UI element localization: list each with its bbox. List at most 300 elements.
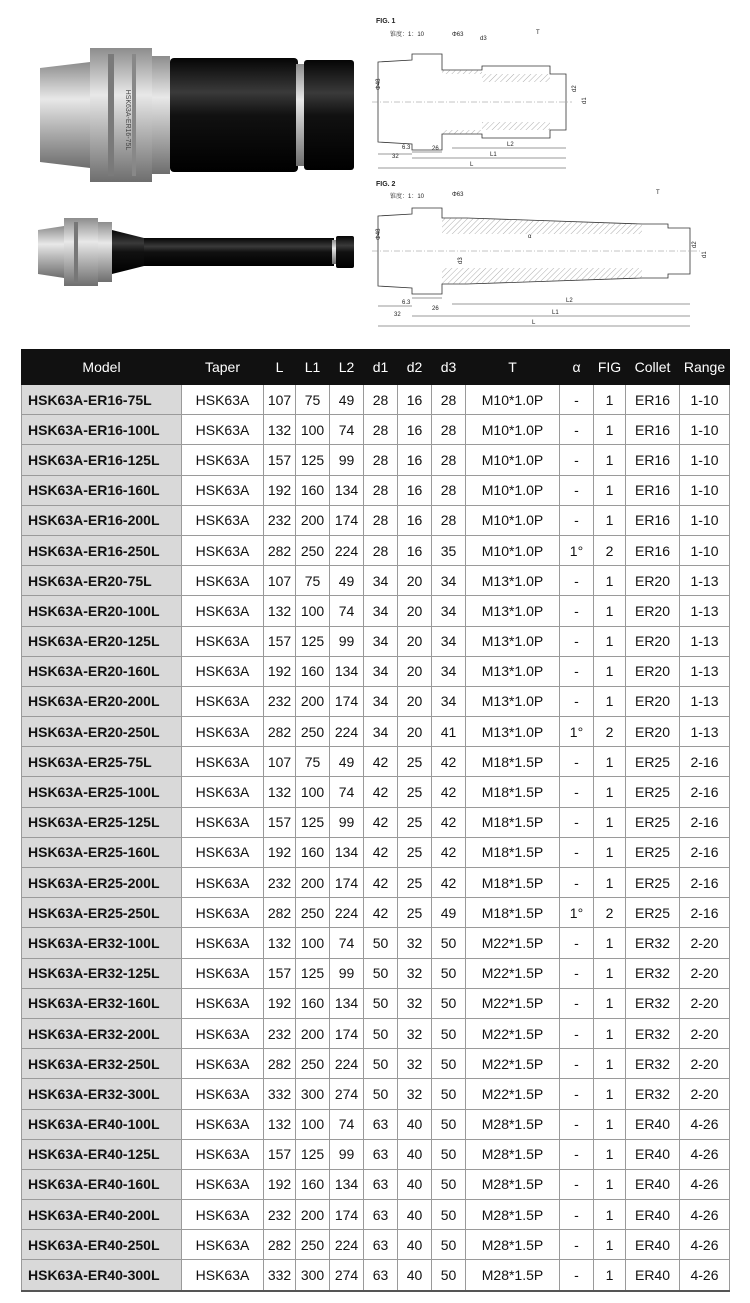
table-cell: 1 — [594, 686, 626, 716]
table-cell: 224 — [330, 898, 364, 928]
table-cell: 250 — [296, 1230, 330, 1260]
svg-text:d1: d1 — [582, 97, 588, 104]
table-cell: 16 — [398, 415, 432, 445]
table-cell: 28 — [432, 475, 466, 505]
table-cell: M13*1.0P — [466, 717, 560, 747]
table-cell: HSK63A — [182, 1169, 264, 1199]
table-cell: 192 — [264, 1169, 296, 1199]
table-cell: 300 — [296, 1079, 330, 1109]
table-cell: 49 — [330, 385, 364, 415]
table-cell: 1-10 — [680, 415, 730, 445]
table-cell: HSK63A — [182, 656, 264, 686]
table-cell: 34 — [364, 596, 398, 626]
table-cell: ER32 — [626, 928, 680, 958]
table-cell: 157 — [264, 958, 296, 988]
table-cell: 2-16 — [680, 837, 730, 867]
table-row — [22, 928, 730, 958]
table-cell: 107 — [264, 385, 296, 415]
table-cell: 99 — [330, 1139, 364, 1169]
table-cell: M28*1.5P — [466, 1109, 560, 1139]
table-cell: 200 — [296, 505, 330, 535]
svg-text:d2: d2 — [572, 85, 578, 92]
table-cell: HSK63A — [182, 1200, 264, 1230]
table-cell: HSK63A — [182, 717, 264, 747]
svg-text:L: L — [532, 320, 536, 326]
table-cell: M13*1.0P — [466, 626, 560, 656]
table-cell: 1° — [560, 898, 594, 928]
table-row — [22, 656, 730, 686]
table-cell: 42 — [364, 747, 398, 777]
table-cell: 34 — [432, 656, 466, 686]
table-cell: - — [560, 747, 594, 777]
table-cell: 2-16 — [680, 898, 730, 928]
table-cell: 42 — [364, 868, 398, 898]
table-cell: M13*1.0P — [466, 656, 560, 686]
table-cell: 50 — [432, 988, 466, 1018]
table-cell: 2 — [594, 535, 626, 565]
table-cell: 42 — [432, 777, 466, 807]
table-cell: 125 — [296, 1139, 330, 1169]
table-cell: 160 — [296, 988, 330, 1018]
table-cell: 274 — [330, 1260, 364, 1291]
table-cell: 125 — [296, 807, 330, 837]
table-cell: HSK63A — [182, 807, 264, 837]
table-row — [22, 1139, 730, 1169]
table-row — [22, 1169, 730, 1199]
table-cell: 2-20 — [680, 1049, 730, 1079]
table-cell: M22*1.5P — [466, 958, 560, 988]
table-cell: - — [560, 837, 594, 867]
table-cell: M10*1.0P — [466, 445, 560, 475]
table-cell: 1 — [594, 1109, 626, 1139]
table-cell: ER16 — [626, 385, 680, 415]
table-cell: 28 — [432, 415, 466, 445]
table-cell: M22*1.5P — [466, 988, 560, 1018]
table-cell: - — [560, 475, 594, 505]
table-cell: 132 — [264, 1109, 296, 1139]
table-cell: M18*1.5P — [466, 747, 560, 777]
table-cell: 1 — [594, 385, 626, 415]
table-cell: HSK63A — [182, 475, 264, 505]
table-cell: 50 — [432, 1230, 466, 1260]
table-cell: - — [560, 1018, 594, 1048]
table-cell: 224 — [330, 1230, 364, 1260]
product-images — [0, 0, 750, 348]
svg-text:6.3: 6.3 — [402, 300, 411, 306]
table-cell: HSK63A — [182, 898, 264, 928]
table-cell: 1 — [594, 747, 626, 777]
table-cell: ER32 — [626, 958, 680, 988]
table-cell: 157 — [264, 807, 296, 837]
table-cell: 25 — [398, 837, 432, 867]
model-cell: HSK63A-ER40-160L — [22, 1169, 182, 1199]
table-cell: 1 — [594, 596, 626, 626]
table-cell: 34 — [364, 686, 398, 716]
table-cell: 192 — [264, 656, 296, 686]
table-row — [22, 445, 730, 475]
table-cell: - — [560, 807, 594, 837]
table-cell: 1-13 — [680, 656, 730, 686]
table-cell: 50 — [432, 1079, 466, 1109]
table-cell: ER25 — [626, 837, 680, 867]
table-cell: 2-20 — [680, 958, 730, 988]
table-cell: HSK63A — [182, 958, 264, 988]
table-cell: - — [560, 928, 594, 958]
table-cell: 28 — [364, 505, 398, 535]
table-cell: 192 — [264, 988, 296, 1018]
table-cell: 1 — [594, 445, 626, 475]
table-cell: 2-20 — [680, 988, 730, 1018]
table-cell: 28 — [432, 385, 466, 415]
svg-text:Φ48: Φ48 — [376, 78, 382, 90]
technical-drawing-fig1 — [372, 12, 602, 182]
table-cell: ER32 — [626, 1018, 680, 1048]
table-cell: ER25 — [626, 868, 680, 898]
table-cell: 134 — [330, 1169, 364, 1199]
table-cell: 134 — [330, 475, 364, 505]
table-cell: ER25 — [626, 898, 680, 928]
table-cell: 134 — [330, 988, 364, 1018]
model-cell: HSK63A-ER32-250L — [22, 1049, 182, 1079]
fig2-label: FIG. 2 — [376, 181, 396, 188]
table-cell: 1 — [594, 1079, 626, 1109]
fig1-taper-note: 锥度：1：10 — [390, 32, 425, 38]
table-cell: HSK63A — [182, 1049, 264, 1079]
svg-text:32: 32 — [392, 154, 399, 160]
model-cell: HSK63A-ER32-125L — [22, 958, 182, 988]
table-cell: 34 — [364, 717, 398, 747]
table-cell: M28*1.5P — [466, 1169, 560, 1199]
table-cell: 28 — [364, 475, 398, 505]
svg-text:d3: d3 — [480, 36, 487, 42]
table-cell: 99 — [330, 445, 364, 475]
table-row — [22, 868, 730, 898]
svg-text:T: T — [656, 190, 660, 196]
column-header: T — [466, 350, 560, 385]
svg-text:26: 26 — [432, 306, 439, 312]
table-cell: 192 — [264, 475, 296, 505]
table-cell: 32 — [398, 928, 432, 958]
table-cell: 75 — [296, 385, 330, 415]
svg-text:d2: d2 — [692, 241, 698, 248]
table-cell: 2-20 — [680, 1079, 730, 1109]
table-cell: ER40 — [626, 1109, 680, 1139]
table-cell: 42 — [364, 807, 398, 837]
table-cell: HSK63A — [182, 686, 264, 716]
table-cell: 107 — [264, 747, 296, 777]
table-row — [22, 837, 730, 867]
table-cell: 28 — [432, 505, 466, 535]
table-cell: - — [560, 505, 594, 535]
model-cell: HSK63A-ER25-160L — [22, 837, 182, 867]
table-cell: ER16 — [626, 445, 680, 475]
table-cell: M28*1.5P — [466, 1200, 560, 1230]
table-cell: 16 — [398, 475, 432, 505]
table-cell: HSK63A — [182, 596, 264, 626]
table-cell: 134 — [330, 837, 364, 867]
table-row — [22, 475, 730, 505]
table-cell: 41 — [432, 717, 466, 747]
table-cell: 157 — [264, 626, 296, 656]
table-cell: 50 — [432, 1049, 466, 1079]
table-cell: 50 — [364, 988, 398, 1018]
table-cell: 2-16 — [680, 777, 730, 807]
table-cell: ER16 — [626, 415, 680, 445]
table-cell: 1 — [594, 807, 626, 837]
table-cell: 1 — [594, 1049, 626, 1079]
table-cell: 16 — [398, 445, 432, 475]
model-cell: HSK63A-ER16-75L — [22, 385, 182, 415]
table-cell: 32 — [398, 988, 432, 1018]
table-cell: HSK63A — [182, 988, 264, 1018]
fig1-label: FIG. 1 — [376, 18, 396, 25]
table-cell: 1 — [594, 505, 626, 535]
table-cell: - — [560, 1049, 594, 1079]
model-cell: HSK63A-ER25-75L — [22, 747, 182, 777]
table-cell: 99 — [330, 626, 364, 656]
model-cell: HSK63A-ER20-250L — [22, 717, 182, 747]
table-cell: - — [560, 596, 594, 626]
column-header: d2 — [398, 350, 432, 385]
table-cell: 50 — [364, 928, 398, 958]
table-row — [22, 747, 730, 777]
table-cell: 224 — [330, 535, 364, 565]
table-row — [22, 385, 730, 415]
table-cell: 132 — [264, 596, 296, 626]
table-cell: ER25 — [626, 777, 680, 807]
technical-drawing-fig2 — [372, 178, 712, 338]
table-cell: - — [560, 385, 594, 415]
table-cell: 25 — [398, 868, 432, 898]
model-cell: HSK63A-ER40-125L — [22, 1139, 182, 1169]
table-cell: HSK63A — [182, 1260, 264, 1291]
table-row — [22, 505, 730, 535]
table-cell: 34 — [432, 686, 466, 716]
spec-table — [21, 349, 730, 1292]
table-cell: ER40 — [626, 1200, 680, 1230]
table-cell: 28 — [364, 385, 398, 415]
table-cell: 2 — [594, 717, 626, 747]
table-cell: 40 — [398, 1109, 432, 1139]
table-cell: 2-20 — [680, 928, 730, 958]
table-cell: 74 — [330, 777, 364, 807]
svg-text:α: α — [528, 234, 532, 240]
table-cell: M22*1.5P — [466, 1049, 560, 1079]
table-row — [22, 958, 730, 988]
tool-holder-photo-short — [30, 40, 360, 190]
column-header: α — [560, 350, 594, 385]
table-cell: M13*1.0P — [466, 686, 560, 716]
table-cell: M10*1.0P — [466, 385, 560, 415]
table-cell: M10*1.0P — [466, 505, 560, 535]
table-cell: ER32 — [626, 1049, 680, 1079]
table-cell: 28 — [432, 445, 466, 475]
table-cell: 63 — [364, 1169, 398, 1199]
table-cell: - — [560, 566, 594, 596]
column-header: Collet — [626, 350, 680, 385]
table-cell: ER20 — [626, 717, 680, 747]
table-row — [22, 717, 730, 747]
table-cell: 1 — [594, 988, 626, 1018]
table-cell: 4-26 — [680, 1139, 730, 1169]
table-cell: - — [560, 1139, 594, 1169]
table-cell: 1-13 — [680, 626, 730, 656]
table-cell: 1° — [560, 717, 594, 747]
table-cell: 332 — [264, 1260, 296, 1291]
table-row — [22, 415, 730, 445]
table-cell: 157 — [264, 1139, 296, 1169]
model-cell: HSK63A-ER16-125L — [22, 445, 182, 475]
tool-holder-photo-long — [34, 212, 364, 292]
table-cell: HSK63A — [182, 505, 264, 535]
table-row — [22, 1109, 730, 1139]
svg-text:6.3: 6.3 — [402, 145, 411, 151]
table-cell: 74 — [330, 1109, 364, 1139]
table-cell: 74 — [330, 415, 364, 445]
table-row — [22, 1018, 730, 1048]
table-cell: 125 — [296, 445, 330, 475]
table-cell: 42 — [364, 898, 398, 928]
table-cell: 300 — [296, 1260, 330, 1291]
table-cell: 49 — [432, 898, 466, 928]
model-cell: HSK63A-ER40-200L — [22, 1200, 182, 1230]
table-cell: - — [560, 626, 594, 656]
model-cell: HSK63A-ER25-200L — [22, 868, 182, 898]
table-cell: - — [560, 868, 594, 898]
model-cell: HSK63A-ER20-200L — [22, 686, 182, 716]
table-cell: 2-20 — [680, 1018, 730, 1048]
table-cell: - — [560, 415, 594, 445]
table-cell: 1-10 — [680, 505, 730, 535]
table-cell: - — [560, 958, 594, 988]
table-cell: 63 — [364, 1109, 398, 1139]
table-cell: 1 — [594, 1139, 626, 1169]
table-cell: HSK63A — [182, 868, 264, 898]
model-cell: HSK63A-ER32-300L — [22, 1079, 182, 1109]
table-cell: 50 — [432, 958, 466, 988]
table-cell: 282 — [264, 1049, 296, 1079]
table-cell: HSK63A — [182, 1079, 264, 1109]
table-cell: 1-10 — [680, 385, 730, 415]
table-cell: 232 — [264, 1018, 296, 1048]
svg-text:Φ63: Φ63 — [452, 32, 464, 38]
table-cell: 232 — [264, 868, 296, 898]
table-cell: HSK63A — [182, 626, 264, 656]
table-cell: 125 — [296, 958, 330, 988]
svg-text:d3: d3 — [458, 257, 464, 264]
table-cell: - — [560, 1260, 594, 1291]
table-cell: 2-16 — [680, 747, 730, 777]
svg-text:Φ48: Φ48 — [376, 228, 382, 240]
table-cell: 40 — [398, 1260, 432, 1291]
table-cell: 192 — [264, 837, 296, 867]
table-cell: 2-16 — [680, 807, 730, 837]
table-cell: 232 — [264, 505, 296, 535]
table-cell: 132 — [264, 415, 296, 445]
table-cell: 50 — [364, 1049, 398, 1079]
table-row — [22, 1230, 730, 1260]
table-cell: 1-10 — [680, 445, 730, 475]
table-cell: 42 — [364, 837, 398, 867]
table-cell: HSK63A — [182, 747, 264, 777]
table-cell: ER16 — [626, 535, 680, 565]
table-cell: 50 — [432, 1260, 466, 1291]
table-cell: 99 — [330, 807, 364, 837]
table-cell: 50 — [432, 928, 466, 958]
table-cell: 50 — [432, 1109, 466, 1139]
column-header: d3 — [432, 350, 466, 385]
table-cell: ER40 — [626, 1169, 680, 1199]
table-cell: 282 — [264, 535, 296, 565]
table-cell: M28*1.5P — [466, 1139, 560, 1169]
table-cell: 4-26 — [680, 1230, 730, 1260]
model-cell: HSK63A-ER32-160L — [22, 988, 182, 1018]
table-row — [22, 898, 730, 928]
table-cell: 20 — [398, 596, 432, 626]
table-cell: - — [560, 1079, 594, 1109]
table-cell: 42 — [432, 868, 466, 898]
table-cell: 282 — [264, 898, 296, 928]
table-cell: 224 — [330, 1049, 364, 1079]
table-cell: 160 — [296, 1169, 330, 1199]
table-cell: HSK63A — [182, 837, 264, 867]
table-row — [22, 988, 730, 1018]
table-cell: - — [560, 1169, 594, 1199]
table-cell: 40 — [398, 1200, 432, 1230]
table-cell: 1 — [594, 1169, 626, 1199]
table-cell: 100 — [296, 777, 330, 807]
table-cell: 1-10 — [680, 475, 730, 505]
table-cell: 100 — [296, 928, 330, 958]
table-cell: 174 — [330, 686, 364, 716]
table-cell: 74 — [330, 928, 364, 958]
table-cell: 75 — [296, 566, 330, 596]
table-cell: 25 — [398, 898, 432, 928]
table-cell: 1 — [594, 656, 626, 686]
table-row — [22, 1079, 730, 1109]
table-cell: ER20 — [626, 596, 680, 626]
table-cell: 224 — [330, 717, 364, 747]
table-cell: 174 — [330, 505, 364, 535]
table-cell: 1 — [594, 1018, 626, 1048]
table-cell: 1 — [594, 777, 626, 807]
svg-text:32: 32 — [394, 312, 401, 318]
table-cell: 49 — [330, 747, 364, 777]
table-cell: 200 — [296, 1200, 330, 1230]
table-cell: 157 — [264, 445, 296, 475]
table-cell: 28 — [364, 445, 398, 475]
table-cell: - — [560, 1109, 594, 1139]
table-cell: ER32 — [626, 1079, 680, 1109]
table-cell: M18*1.5P — [466, 837, 560, 867]
model-cell: HSK63A-ER40-300L — [22, 1260, 182, 1291]
table-cell: - — [560, 686, 594, 716]
table-cell: 1 — [594, 1200, 626, 1230]
table-cell: ER20 — [626, 566, 680, 596]
table-cell: 50 — [432, 1139, 466, 1169]
model-cell: HSK63A-ER16-200L — [22, 505, 182, 535]
column-header: L1 — [296, 350, 330, 385]
table-cell: 16 — [398, 535, 432, 565]
table-cell: 20 — [398, 656, 432, 686]
table-cell: 4-26 — [680, 1109, 730, 1139]
model-cell: HSK63A-ER16-100L — [22, 415, 182, 445]
column-header: Taper — [182, 350, 264, 385]
table-cell: 1° — [560, 535, 594, 565]
table-row — [22, 566, 730, 596]
table-cell: 40 — [398, 1230, 432, 1260]
table-cell: 34 — [364, 566, 398, 596]
